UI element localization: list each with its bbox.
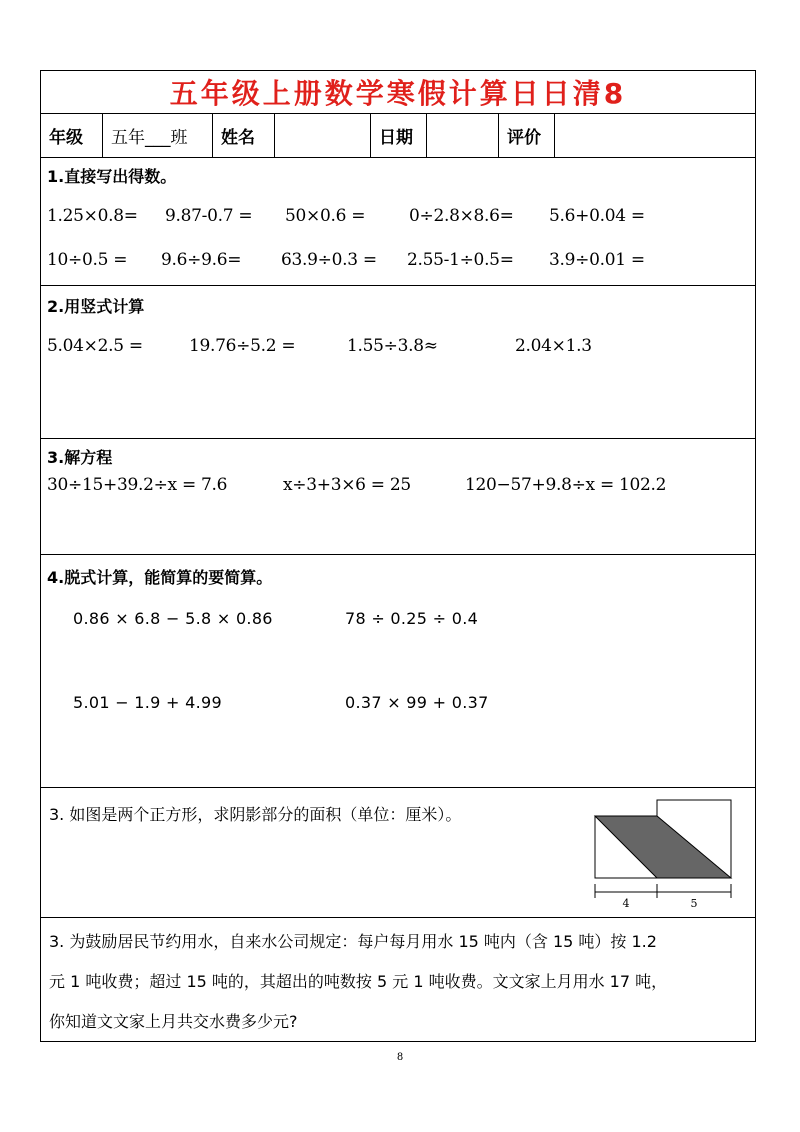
expression: 0÷2.8×8.6= bbox=[409, 206, 514, 226]
section-title: 3.解方程 bbox=[47, 448, 113, 467]
section-title: 2.用竖式计算 bbox=[47, 297, 145, 316]
eval-field[interactable] bbox=[555, 114, 755, 157]
expression: 2.55-1÷0.5= bbox=[407, 250, 514, 270]
section-direct-answers bbox=[41, 158, 755, 286]
expression: 19.76÷5.2 = bbox=[189, 336, 296, 356]
question-paragraph bbox=[49, 922, 747, 1042]
name-label: 姓名 bbox=[213, 114, 275, 157]
eval-label: 评价 bbox=[499, 114, 555, 157]
expression: 63.9÷0.3 = bbox=[281, 250, 377, 270]
expression: 50×0.6 = bbox=[285, 206, 366, 226]
expression: 1.55÷3.8≈ bbox=[347, 336, 438, 356]
date-label: 日期 bbox=[371, 114, 427, 157]
section-water-fee bbox=[41, 918, 755, 1043]
expression: 78 ÷ 0.25 ÷ 0.4 bbox=[345, 609, 479, 628]
equation: 30÷15+39.2÷x = 7.6 bbox=[47, 475, 228, 495]
expression: 9.6÷9.6= bbox=[161, 250, 242, 270]
info-row bbox=[41, 114, 755, 158]
section-shaded-area bbox=[41, 788, 755, 918]
expression: 0.37 × 99 + 0.37 bbox=[345, 693, 489, 712]
class-field[interactable]: 五年___班 bbox=[103, 114, 213, 157]
expression: 5.01 − 1.9 + 4.99 bbox=[73, 693, 222, 712]
section-title: 1.直接写出得数。 bbox=[47, 167, 177, 186]
question-text: 3. 如图是两个正方形，求阴影部分的面积（单位：厘米）。 bbox=[49, 805, 462, 824]
question-line: 3. 为鼓励居民节约用水，自来水公司规定：每户每月用水 15 吨内（含 15 吨）按 1.2 bbox=[49, 932, 657, 951]
question-line: 元 1 吨收费；超过 15 吨的，其超出的吨数按 5 元 1 吨收费。文文家上月用水 17 吨， bbox=[49, 972, 668, 991]
right-dimension-label: 5 bbox=[690, 897, 698, 909]
two-squares-figure bbox=[587, 794, 747, 909]
expression: 1.25×0.8= bbox=[47, 206, 138, 226]
section-equations bbox=[41, 439, 755, 555]
section-vertical-calc bbox=[41, 286, 755, 439]
name-field[interactable] bbox=[275, 114, 371, 157]
section-stepwise-calc bbox=[41, 555, 755, 788]
question-line: 你知道文文家上月共交水费多少元? bbox=[49, 1012, 298, 1031]
equation: 120−57+9.8÷x = 102.2 bbox=[465, 475, 667, 495]
left-dimension-label: 4 bbox=[622, 897, 630, 909]
expression: 0.86 × 6.8 − 5.8 × 0.86 bbox=[73, 609, 273, 628]
worksheet bbox=[40, 70, 756, 1042]
expression: 5.6+0.04 = bbox=[549, 206, 645, 226]
expression: 5.04×2.5 = bbox=[47, 336, 143, 356]
date-field[interactable] bbox=[427, 114, 499, 157]
grade-label: 年级 bbox=[41, 114, 103, 157]
expression: 2.04×1.3 bbox=[515, 336, 592, 356]
page-number: 8 bbox=[396, 1052, 404, 1063]
worksheet-title: 五年级上册数学寒假计算日日清8 bbox=[41, 71, 755, 114]
equation: x÷3+3×6 = 25 bbox=[283, 475, 411, 495]
expression: 10÷0.5 = bbox=[47, 250, 128, 270]
section-title: 4.脱式计算，能简算的要简算。 bbox=[47, 568, 273, 587]
shaded-region bbox=[595, 816, 731, 878]
expression: 9.87-0.7 = bbox=[165, 206, 253, 226]
expression: 3.9÷0.01 = bbox=[549, 250, 645, 270]
